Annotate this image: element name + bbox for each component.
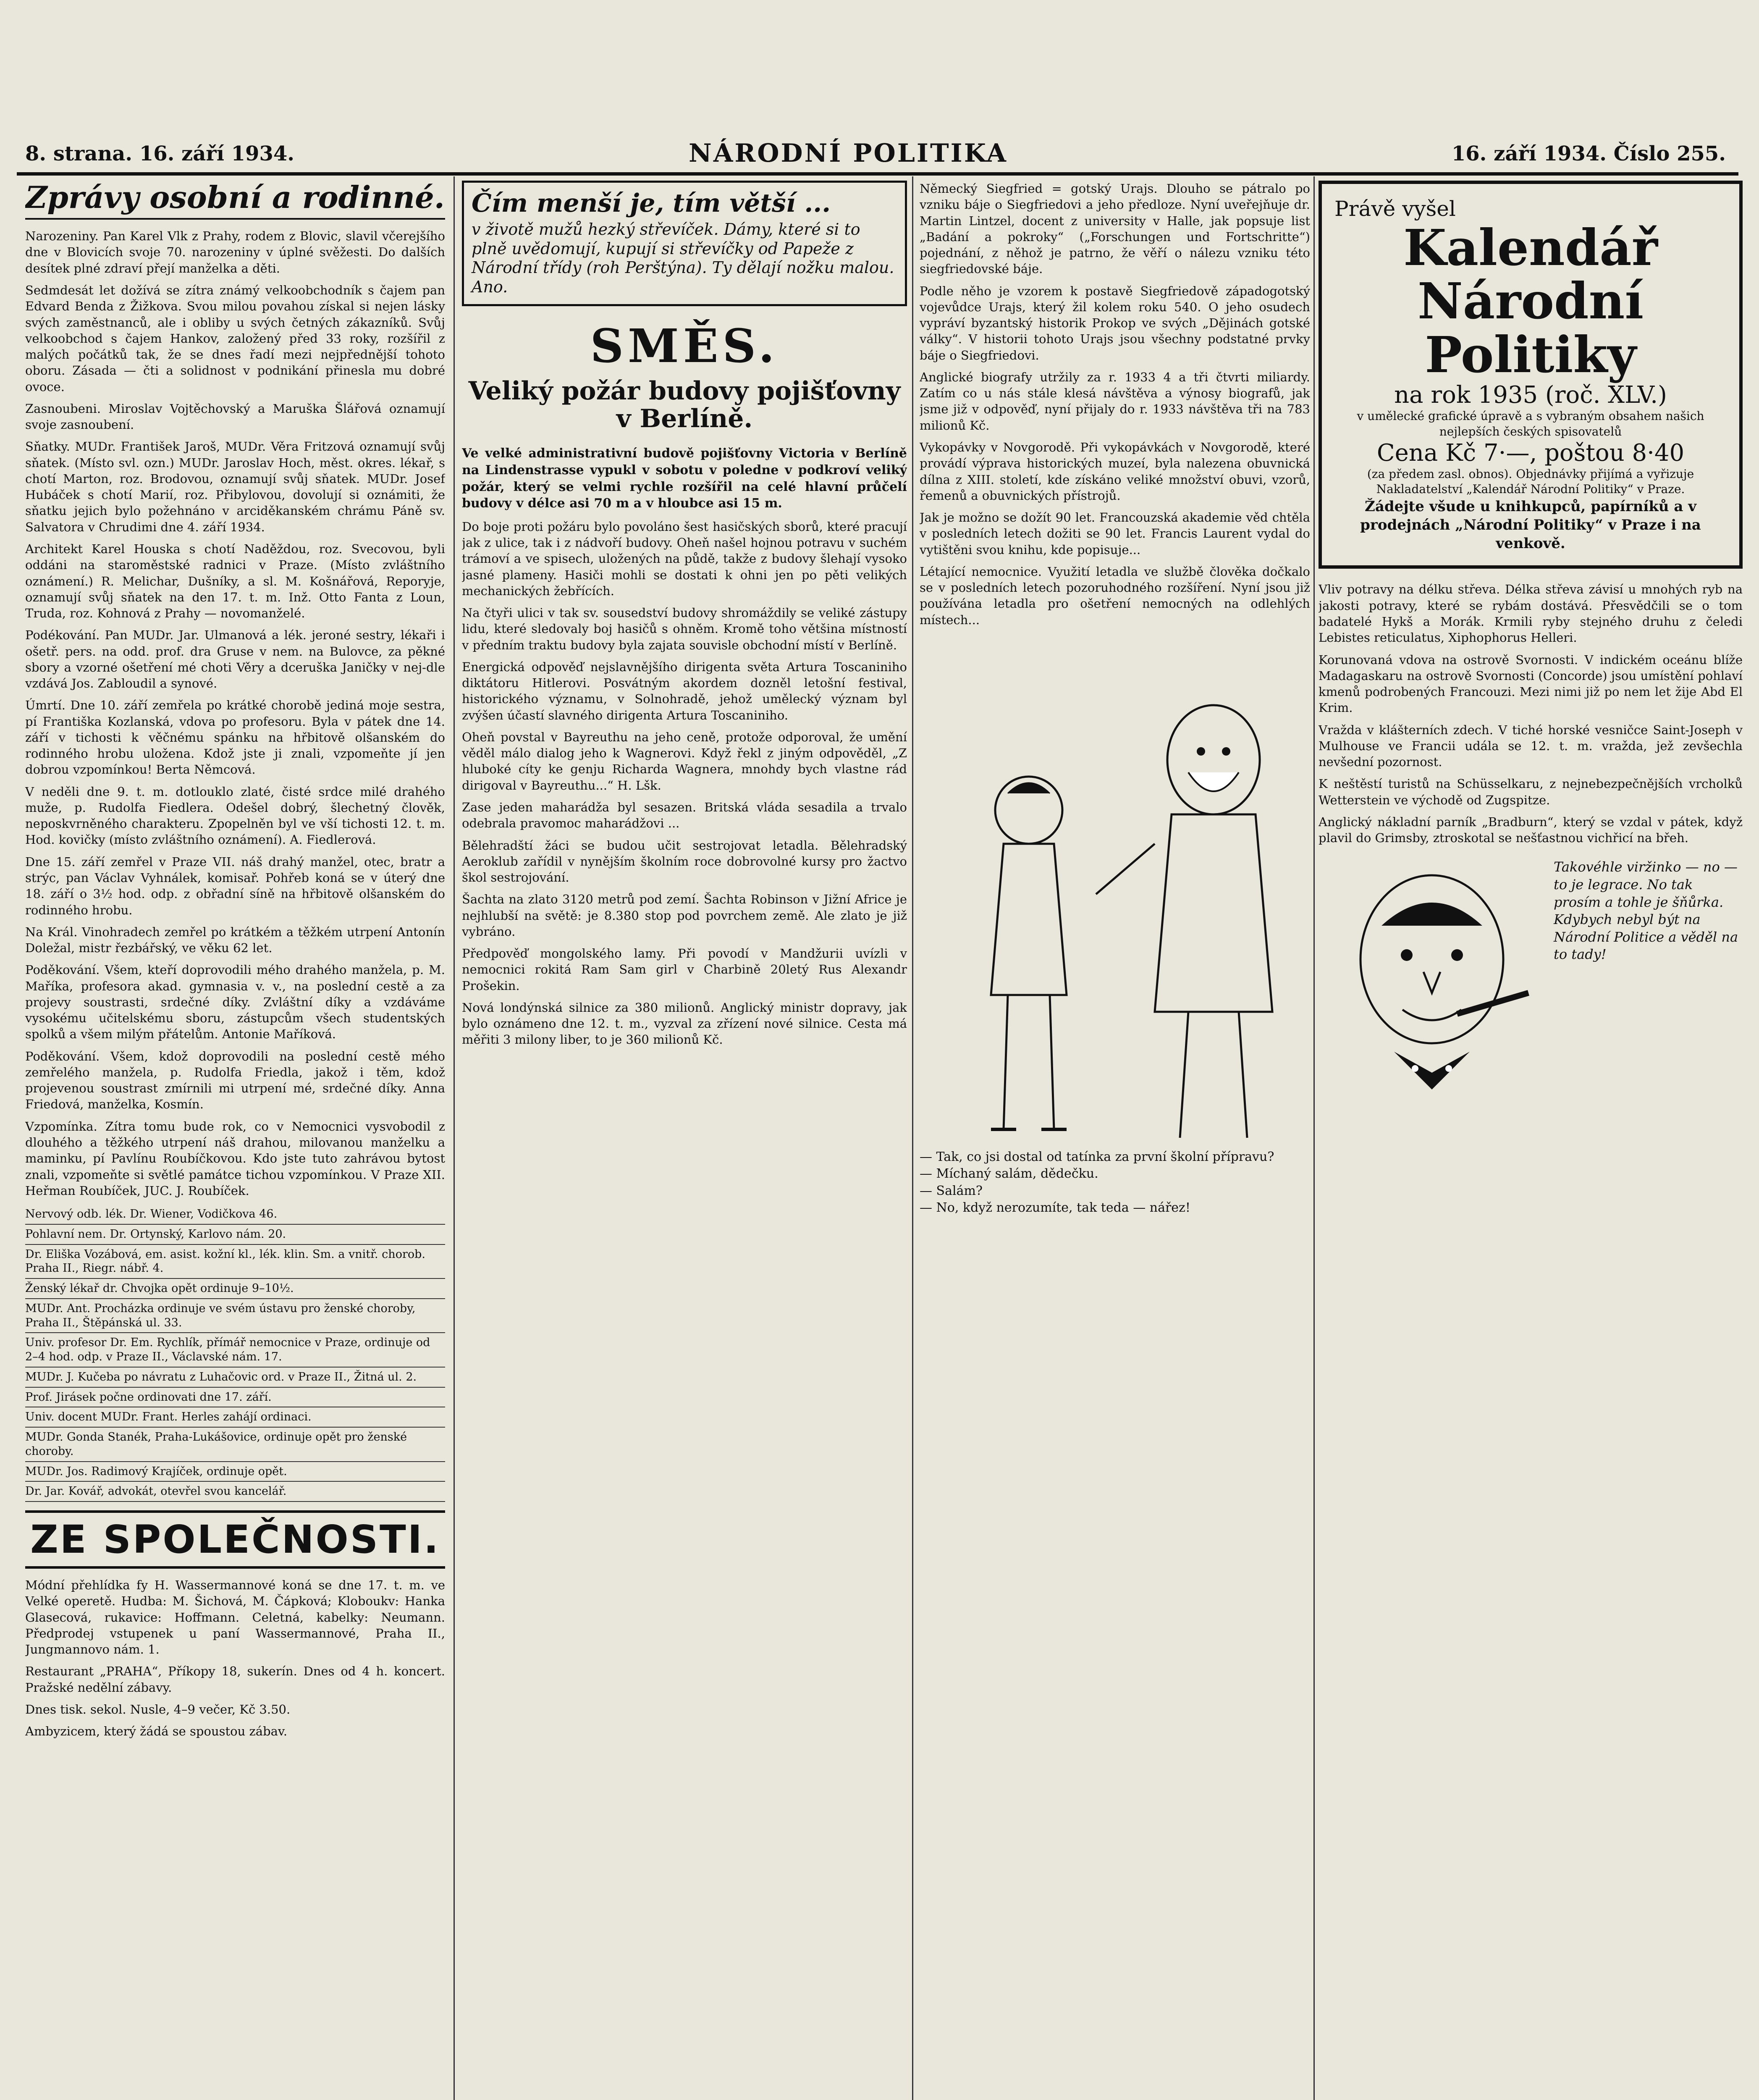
- paragraph: Poděkování. Všem, kdož doprovodili na poslední cestě mého zemřelého manžela, p. Rudolfa Friedla, jakož i těm, kdož projevenou soustrast zmírnili mi utrpení mé, srdečné díky. Anna Friedová, manželka, Kosmín.: [25, 1049, 445, 1112]
- paragraph: Anglický nákladní parník „Bradburn“, který se vzdal v pátek, když plavil do Grimsby, ztroskotal se nešťastnou vichřicí na břeh.: [1319, 814, 1743, 845]
- paragraph: Dne 15. září zemřel v Praze VII. náš drahý manžel, otec, bratr a strýc, pan Václav Vyhnálek, komisař. Pohřeb koná se v úterý dne 18. září o 3½ hod. odp. z obřadní síně na hřbitově olšanském do rodinného hrobu.: [25, 854, 445, 917]
- paragraph: Dnes tisk. sekol. Nusle, 4–9 večer, Kč 3.50.: [25, 1702, 291, 1717]
- paragraph: Architekt Karel Houska s chotí Naděždou, roz. Svecovou, byli oddáni na staroměstské radnici v Praze. (Místo zvláštního oznámení.) R. Melichar, Dušníky, a sl. M. Košnářová, Reporyje, oznamují svůj sňatek na den 17. t. m. Inž. Otto Fanta z Loun, Truda, roz. Kohnová z Prahy — novomanželé.: [25, 541, 445, 621]
- ad-price: Cena Kč 7·—, poštou 8·40: [1376, 439, 1685, 467]
- ad-pretext: Právě vyšel: [1334, 197, 1456, 221]
- paragraph: Vražda v klášterních zdech. V tiché horské vesničce Saint-Joseph v Mulhouse ve Francii udála se 12. t. m. vražda, jež zevšechla nevšední pozornost.: [1319, 722, 1743, 769]
- paragraph: Zasnoubeni. Miroslav Vojtěchovský a Maruška Šlářová oznamují svoje zasnoubení.: [25, 401, 445, 432]
- caricature-caption: Takovéhle viržinko — no — to je legrace. No tak prosím a tohle je šňůrka. Kdybych nebyl být na Národní Politice a věděl na to tady!: [1554, 859, 1738, 963]
- header-left: 8. strana. 16. září 1934.: [25, 142, 294, 165]
- column-3: [920, 181, 1310, 2100]
- column-rule: [912, 176, 913, 2100]
- ad-order-info: (za předem zasl. obnos). Objednávky přijímá a vyřizuje Nakladatelství „Kalendář Národní Politiky“ v Praze.: [1367, 467, 1694, 496]
- paragraph: K neštěstí turistů na Schüsselkaru, z nejnebezpečnějších vrcholků Wetterstein ve východě od Zugspitze.: [1319, 777, 1743, 807]
- society-section-title: ZE SPOLEČNOSTI.: [25, 1510, 445, 1569]
- masthead: NÁRODNÍ POLITIKA: [689, 139, 1008, 168]
- paragraph: Korunovaná vdova na ostrově Svornosti. V indickém oceánu blíže Madagaskaru na ostrově Svornosti (Concorde) jsou umístění pohlaví kmenů podrobených Francouzi. Mezi nimi již po nem let žije Abd El Krim.: [1319, 652, 1743, 715]
- ad-description: v umělecké grafické úpravě a s vybraným obsahem našich nejlepších českých spisovatelů: [1357, 409, 1704, 438]
- paragraph: Ambyzicem, který žádá se spoustou zábav.: [25, 1724, 288, 1739]
- caricature-drawing: [1319, 854, 1545, 1123]
- paragraph: Energická odpověď nejslavnějšího dirigenta světa Artura Toscaniniho diktátoru Hitlerovi. Posvátným akordem dozněl letošní festival, historického významu, v Solnohradě, jehož umělecký význam byl zvýšen účastí slavného dirigenta Artura Toscaniniho.: [462, 659, 907, 722]
- paragraph: Šachta na zlato 3120 metrů pod zemí. Šachta Robinson v Jižní Africe je nejhlubší na světě: je 8.380 stop pod povrchem země. Ale zlato je již vybráno.: [462, 892, 907, 939]
- paragraph: Vliv potravy na délku střeva. Délka střeva závisí u mnohých ryb na jakosti potravy, které se rybám dostává. Přesvědčili se o tom badatelé Hykš a Morák. Krmili ryby stejného druhu z čeledi Lebistes reticulatus, Xiphophorus Helleri.: [1319, 582, 1743, 645]
- paragraph: Vzpomínka. Zítra tomu bude rok, co v Nemocnici vysvobodil z dlouhého a těžkého utrpení náš drahou, milovanou manželku a maminku, pí Pavlínu Roubíčkovou. Kdo jste tuto zahrávou bytost znali, vzpomeňte si světlé památce tichou vzpomínkou. V Praze XII. Heřman Roubíček, JUC. J. Roubíček.: [25, 1119, 445, 1198]
- ad-year: na rok 1935 (roč. XLV.): [1394, 381, 1667, 409]
- column-1: [25, 181, 445, 2100]
- cartoon-caption: — Tak, co jsi dostal od tatínka za první školní přípravu? — Míchaný salám, dědečku. — Salám? — No, když nerozumíte, tak teda — nářez!: [920, 1149, 1274, 1215]
- ad-title-line: Kalendář: [1403, 218, 1658, 277]
- ad-title-line: Národní: [1417, 272, 1644, 331]
- paragraph: Anglické biografy utržily za r. 1933 4 a tři čtvrti miliardy. Zatím co u nás stále klesá návštěva a výnosy biografů, jak jsme již v odpověď, nyní přijaly do r. 1933 návštěva tři na 783 milionů Kč.: [920, 370, 1310, 433]
- ad-row: Dr. Eliška Vozábová, em. asist. kožní kl., lék. klin. Sm. a vnitř. chorob. Praha II., Riegr. nábř. 4.: [25, 1245, 445, 1279]
- section-title: Zprávy osobní a rodinné.: [25, 181, 445, 220]
- ad-text: v životě mužů hezký střevíček. Dámy, které si to plně uvědomují, kupují si střevíčky od Papeže z Národní třídy (roh Perštýna). Ty dělají nožku malou. Ano.: [472, 220, 894, 296]
- page-header: [17, 139, 1738, 176]
- paragraph: Zase jeden maharádža byl sesazen. Britská vláda sesadila a trvalo odebrala pravomoc maharádžovi ...: [462, 800, 907, 831]
- ad-row: Prof. Jirásek počne ordinovati dne 17. září.: [25, 1388, 445, 1408]
- paragraph: Nová londýnská silnice za 380 milionů. Anglický ministr dopravy, jak bylo oznámeno dne 12. t. m., vyzval za zřízení nové silnice. Cesta má měřiti 3 milony liber, to je 360 milionů Kč.: [462, 1000, 907, 1047]
- paragraph: Restaurant „PRAHA“, Příkopy 18, sukerín. Dnes od 4 h. koncert. Pražské nedělní zábavy.: [25, 1664, 445, 1695]
- paragraph: Módní přehlídka fy H. Wassermannové koná se dne 17. t. m. ve Velké operetě. Hudba: M. Šichová, M. Čápková; Kloboukv: Hanka Glasecová, rukavice: Hoffmann. Celetná, kabelky: Neumann. Předprodej vstupenek u paní Wassermannové, Praha II., Jungmannovo nám. 1.: [25, 1578, 445, 1657]
- cartoon-drawing: [920, 634, 1310, 1180]
- paragraph: Jak je možno se dožít 90 let. Francouzská akademie věd chtěla v posledních letech dožiti se 90 let. Francis Laurent vydal do vytištěni svou knihu, kde popisuje...: [920, 510, 1310, 557]
- ad-row: MUDr. Gonda Stanék, Praha-Lukášovice, ordinuje opět pro ženské choroby.: [25, 1428, 445, 1462]
- paragraph: Do boje proti požáru bylo povoláno šest hasičských sborů, které pracují jak z ulice, tak i z nádvoří budovy. Oheň našel hojnou potravu v suchém trámoví a ve spisech, uložených na půdě, takže z budovy šlehají vysoko jasné plameny. Hasiči mohli se dostati k ohni jen po pěti velikých mechanických žebřících.: [462, 519, 907, 598]
- ad-row: Pohlavní nem. Dr. Ortynský, Karlovo nám. 20.: [25, 1225, 445, 1245]
- paragraph: Na Král. Vinohradech zemřel po krátkém a těžkém utrpení Antonín Doležal, mistr řezbářský, ve věku 62 let.: [25, 924, 445, 956]
- ad-row: MUDr. Ant. Procházka ordinuje ve svém ústavu pro ženské choroby, Praha II., Štěpánská ul. 33.: [25, 1299, 445, 1334]
- cartoon-illustration: [920, 634, 1310, 1215]
- column-rule: [1313, 176, 1315, 2100]
- column-4: [1319, 181, 1743, 2100]
- paragraph: Narozeniny. Pan Karel Vlk z Prahy, rodem z Blovic, slavil včerejšího dne v Blovicích svoje 70. narozeniny v úplné svěžesti. Do dalších desítek plné zdraví přejí manželka a děti.: [25, 229, 445, 276]
- paragraph: Předpověď mongolského lamy. Při povodí v Mandžurii uvízli v nemocnici rokitá Ram Sam girl v Charbině 20letý Rus Alexandr Prošekin.: [462, 946, 907, 993]
- column-rule: [454, 176, 455, 2100]
- caricature-illustration: [1319, 854, 1743, 1131]
- article-headline: Veliký požár budovy pojišťovny v Berlíně.: [468, 376, 901, 434]
- ad-headline: Čím menší je, tím větší ...: [472, 189, 831, 218]
- lead-paragraph: Ve velké administrativní budově pojišťovny Victoria v Berlíně na Lindenstrasse vypukl v sobotu v poledne v podkroví veliký požár, který se velmi rychle rozšířil na celé hlavní průčelí budovy v délce asi 70 m a v hloubce asi 15 m.: [462, 446, 907, 511]
- paragraph: Podle něho je vzorem k postavě Siegfriedově západogotský vojevůdce Urajs, který žil kolem roku 540. O jeho osudech vypráví byzantský historik Prokop ve svých „Dějinách gotské války“. V historii tohoto Urajs jsou všechny podstatné prvky báje o Siegfriedovi.: [920, 284, 1310, 362]
- ad-row: MUDr. Jos. Radimový Krajíček, ordinuje opět.: [25, 1462, 445, 1482]
- calendar-advertisement: [1319, 181, 1743, 569]
- paragraph: Oheň povstal v Bayreuthu na jeho ceně, protože odporoval, že umění věděl málo dialog jeho k Wagnerovi. Když řekl z jiným odpověděl, „Z hluboké cíty ke genju Richarda Wagnera, mnohdy bych vlastne rád dirigoval v Bayreuthu...“ H. Lšk.: [462, 730, 907, 793]
- ad-bold-note: Žádejte všude u knihkupců, papírníků a v prodejnách „Národní Politiky“ v Praze i na venkově.: [1360, 498, 1701, 552]
- section-title: SMĚS.: [590, 319, 779, 373]
- paragraph: V neděli dne 9. t. m. dotlouklo zlaté, čisté srdce milé drahého muže, p. Rudolfa Fiedlera. Odešel dobrý, šlechetný člověk, neposkvrněného charakteru. Zpopelněn byl ve vší tichosti 12. t. m. Hod. kovičky (místo zvláštního oznámení). A. Fiedlerová.: [25, 784, 445, 847]
- paragraph: Podékování. Pan MUDr. Jar. Ulmanová a lék. jeroné sestry, lékaři i ošetř. pers. na odd. prof. dra Gruse v nem. na Bulovce, za pěkné sbory a vzorné ošetření mé choti Věry a dceruška Janičky v nej-dle vzdává Jos. Zabloudil a synové.: [25, 628, 445, 691]
- paragraph: Poděkování. Všem, kteří doprovodili mého drahého manžela, p. M. Maříka, profesora akad. gymnasia v. v., na poslední cestě a za projevy soustrasti, srdečné díky. Zvláštní díky a vzdáváme vysokému učitelskému sboru, zástupcům všech studentských spolků a všem milým přátelům. Antonie Maříková.: [25, 963, 445, 1042]
- ad-row: Univ. docent MUDr. Frant. Herles zahájí ordinaci.: [25, 1407, 445, 1428]
- ad-row: Nervový odb. lék. Dr. Wiener, Vodičkova 46.: [25, 1205, 445, 1225]
- ad-title-line: Politiky: [1425, 325, 1636, 384]
- ad-row: Univ. profesor Dr. Em. Rychlík, přímář nemocnice v Praze, ordinuje od 2–4 hod. odp. v Praze II., Václavské nám. 17.: [25, 1333, 445, 1368]
- paragraph: Létající nemocnice. Využití letadla ve službě člověka dočkalo se v posledních letech pozoruhodného rozšíření. Nyní jsou již používána letadla pro ošetření nemocných na odlehlých místech...: [920, 564, 1310, 627]
- ad-row: Ženský lékař dr. Chvojka opět ordinuje 9–10½.: [25, 1279, 445, 1299]
- paragraph: Sedmdesát let dožívá se zítra známý velkoobchodník s čajem pan Edvard Benda z Žižkova. Svou milou povahou získal si nejen lásky svých zaměstnanců, ale i obliby u svých četných zákazníků. Svůj velkoobchod s čajem Hankov, založený před 33 roky, rozšířil z malých počátků tak, že se dnes řadí mezi nejpřednější tohoto oboru. Zásada — čti a solidnost v podnikání přinesla mu dobré ovoce.: [25, 283, 445, 394]
- paragraph: Sňatky. MUDr. František Jaroš, MUDr. Věra Fritzová oznamují svůj sňatek. (Místo svl. ozn.) MUDr. Jaroslav Hoch, měst. okres. lékař, s chotí Marton, roz. Brodovou, oznamují svůj sňatek. MUDr. Josef Hubáček s chotí Marií, roz. Přibylovou, dovolují si oznámiti, že sňatku jejich bylo požehnáno v arciděkanském chrámu Páně sv. Salvatora v Chrudimi dne 4. září 1934.: [25, 439, 445, 534]
- ad-row: MUDr. J. Kučeba po návratu z Luhačovic ord. v Praze II., Žitná ul. 2.: [25, 1368, 445, 1388]
- header-right: 16. září 1934. Číslo 255.: [1451, 142, 1726, 165]
- paragraph: Úmrtí. Dne 10. září zemřela po krátké chorobě jediná moje sestra, pí Františka Kozlanská, vdova po profesoru. Byla v pátek dne 14. září v tichosti k věčnému spánku na hřbitově olšanském do rodinného hrobu uložena. Kdož jste ji znali, vzpomeňte jí jen dobrou vzpomínkou! Berta Němcová.: [25, 698, 445, 777]
- paragraph: Německý Siegfried = gotský Urajs. Dlouho se pátralo po vzniku báje o Siegfriedovi a jeho předloze. Nyní uveřejňuje dr. Martin Lintzel, docent z university v Halle, jak popsuje list „Badání a pokroky“ („Forschungen und Fortschritte“) pojednání, z něhož je patrno, že věří o nálezu vzniku této siegfriedovské báje.: [920, 181, 1310, 276]
- paragraph: Vykopávky v Novgorodě. Při vykopávkách v Novgorodě, které provádí výprava historických muzeí, byla nalezena obuvnická dílna z XIII. století, kde získáno veliké množství obuvi, vzorů, řemenů a obuvnických přístrojů.: [920, 440, 1310, 503]
- shoe-advertisement: [462, 181, 907, 306]
- classified-ads: [25, 1205, 445, 1502]
- paragraph: Bělehradští žáci se budou učit sestrojovat letadla. Bělehradský Aeroklub zařídil v nynějším školním roce dobrovolné kursy pro žactvo škol sestrojování.: [462, 838, 907, 885]
- paragraph: Na čtyři ulici v tak sv. sousedství budovy shromáždily se veliké zástupy lidu, které sledovaly boj hasičů s ohněm. Kromě toho většina místností v předním traktu budovy byla zajata souvisle obchodní místí v Berlíně.: [462, 606, 907, 652]
- column-2: [462, 181, 907, 2100]
- ad-row: Dr. Jar. Kovář, advokát, otevřel svou kancelář.: [25, 1482, 445, 1502]
